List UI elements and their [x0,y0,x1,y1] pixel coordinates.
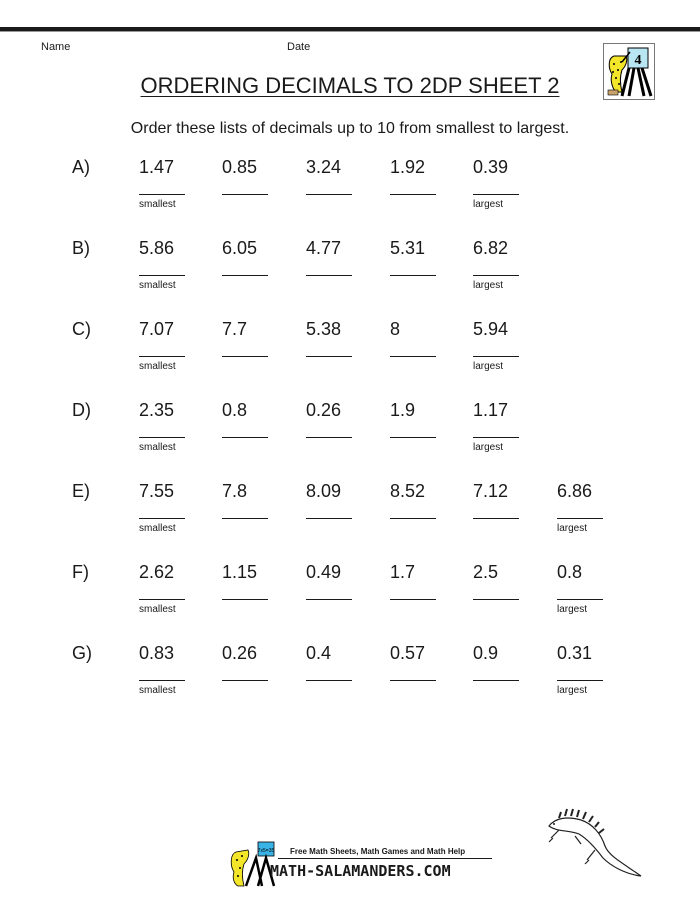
answer-blank[interactable] [390,437,436,438]
question-row [0,481,700,561]
decimal-value: 1.47 [139,157,175,177]
decimal-value: 6.86 [557,481,593,501]
largest-label: largest [557,523,588,534]
smallest-label: smallest [139,604,176,615]
smallest-label: smallest [139,280,176,291]
smallest-label: smallest [139,685,176,696]
answer-blank[interactable] [306,437,352,438]
smallest-label: smallest [139,442,176,453]
answer-blank[interactable] [222,518,268,519]
answer-blank[interactable] [390,518,436,519]
decimal-value: 6.05 [222,238,258,258]
decimal-value: 7.07 [139,319,175,339]
answer-blank[interactable] [390,194,436,195]
largest-label: largest [473,442,504,453]
question-row [0,562,700,642]
decimal-value: 1.92 [390,157,426,177]
answer-blank[interactable] [222,194,268,195]
smallest-label: smallest [139,523,176,534]
answer-blank[interactable] [139,275,185,276]
decimal-value: 1.9 [390,400,416,420]
question-row [0,319,700,399]
question-label: F) [72,562,89,582]
decimal-value: 8 [390,319,401,339]
smallest-label: smallest [139,199,176,210]
answer-blank[interactable] [306,518,352,519]
footer-tagline: Free Math Sheets, Math Games and Math Help [290,847,466,856]
salamander-illustration [545,800,655,890]
decimal-value: 5.38 [306,319,342,339]
question-row [0,157,700,237]
decimal-value: 5.31 [390,238,426,258]
decimal-value: 0.57 [390,643,426,663]
decimal-value: 1.17 [473,400,509,420]
answer-blank[interactable] [139,194,185,195]
answer-blank[interactable] [473,518,519,519]
answer-blank[interactable] [306,356,352,357]
decimal-value: 0.85 [222,157,258,177]
footer-site-link[interactable]: MATH-SALAMANDERS.COM [270,862,451,880]
answer-blank[interactable] [222,680,268,681]
question-label: B) [72,238,90,258]
answer-blank[interactable] [473,356,519,357]
decimal-value: 2.62 [139,562,175,582]
decimal-value: 1.7 [390,562,416,582]
answer-blank[interactable] [390,356,436,357]
answer-blank[interactable] [139,518,185,519]
page-title [0,73,700,99]
decimal-value: 5.94 [473,319,509,339]
largest-label: largest [557,604,588,615]
answer-blank[interactable] [139,680,185,681]
answer-blank[interactable] [473,275,519,276]
answer-blank[interactable] [139,599,185,600]
salamander-icon [545,800,655,890]
largest-label: largest [557,685,588,696]
decimal-value: 3.24 [306,157,342,177]
answer-blank[interactable] [473,437,519,438]
smallest-label: smallest [139,361,176,372]
grade-number: 4 [634,53,642,68]
name-label: Name [41,41,71,53]
decimal-value: 2.35 [139,400,175,420]
answer-blank[interactable] [306,194,352,195]
answer-blank[interactable] [390,275,436,276]
answer-blank[interactable] [139,437,185,438]
svg-text:7x5=35: 7x5=35 [257,848,275,854]
decimal-value: 0.49 [306,562,342,582]
page-title-text: ORDERING DECIMALS TO 2DP SHEET 2 [140,73,560,98]
question-label: E) [72,481,90,501]
answer-blank[interactable] [473,599,519,600]
answer-blank[interactable] [306,275,352,276]
decimal-value: 5.86 [139,238,175,258]
question-label: C) [72,319,91,339]
answer-blank[interactable] [306,599,352,600]
decimal-value: 0.9 [473,643,499,663]
answer-blank[interactable] [557,518,603,519]
question-label: A) [72,157,90,177]
decimal-value: 0.4 [306,643,332,663]
top-rule-shadow [0,31,700,32]
decimal-value: 0.26 [306,400,342,420]
decimal-value: 6.82 [473,238,509,258]
grade-logo [603,43,655,100]
decimal-value: 7.7 [222,319,248,339]
question-label: D) [72,400,91,420]
footer-salamander-icon [228,840,276,888]
question-row [0,400,700,480]
answer-blank[interactable] [306,680,352,681]
decimal-value: 4.77 [306,238,342,258]
largest-label: largest [473,280,504,291]
question-row [0,238,700,318]
largest-label: largest [473,361,504,372]
decimal-value: 0.31 [557,643,593,663]
answer-blank[interactable] [222,356,268,357]
decimal-value: 8.09 [306,481,342,501]
answer-blank[interactable] [473,194,519,195]
answer-blank[interactable] [390,680,436,681]
answer-blank[interactable] [557,680,603,681]
decimal-value: 7.55 [139,481,175,501]
answer-blank[interactable] [139,356,185,357]
answer-blank[interactable] [222,437,268,438]
instructions: Order these lists of decimals up to 10 from smallest to largest. [130,120,570,137]
decimal-value: 7.8 [222,481,248,501]
decimal-value: 0.8 [557,562,583,582]
answer-blank[interactable] [222,275,268,276]
answer-blank[interactable] [390,599,436,600]
decimal-value: 0.83 [139,643,175,663]
decimal-value: 2.5 [473,562,499,582]
date-label: Date [287,41,311,53]
question-row [0,643,700,723]
decimal-value: 0.39 [473,157,509,177]
answer-blank[interactable] [222,599,268,600]
decimal-value: 1.15 [222,562,258,582]
footer-rule [278,858,492,859]
decimal-value: 8.52 [390,481,426,501]
largest-label: largest [473,199,504,210]
decimal-value: 0.8 [222,400,248,420]
decimal-value: 0.26 [222,643,258,663]
answer-blank[interactable] [473,680,519,681]
answer-blank[interactable] [557,599,603,600]
salamander-easel-icon [604,44,654,99]
decimal-value: 7.12 [473,481,509,501]
question-label: G) [72,643,92,663]
